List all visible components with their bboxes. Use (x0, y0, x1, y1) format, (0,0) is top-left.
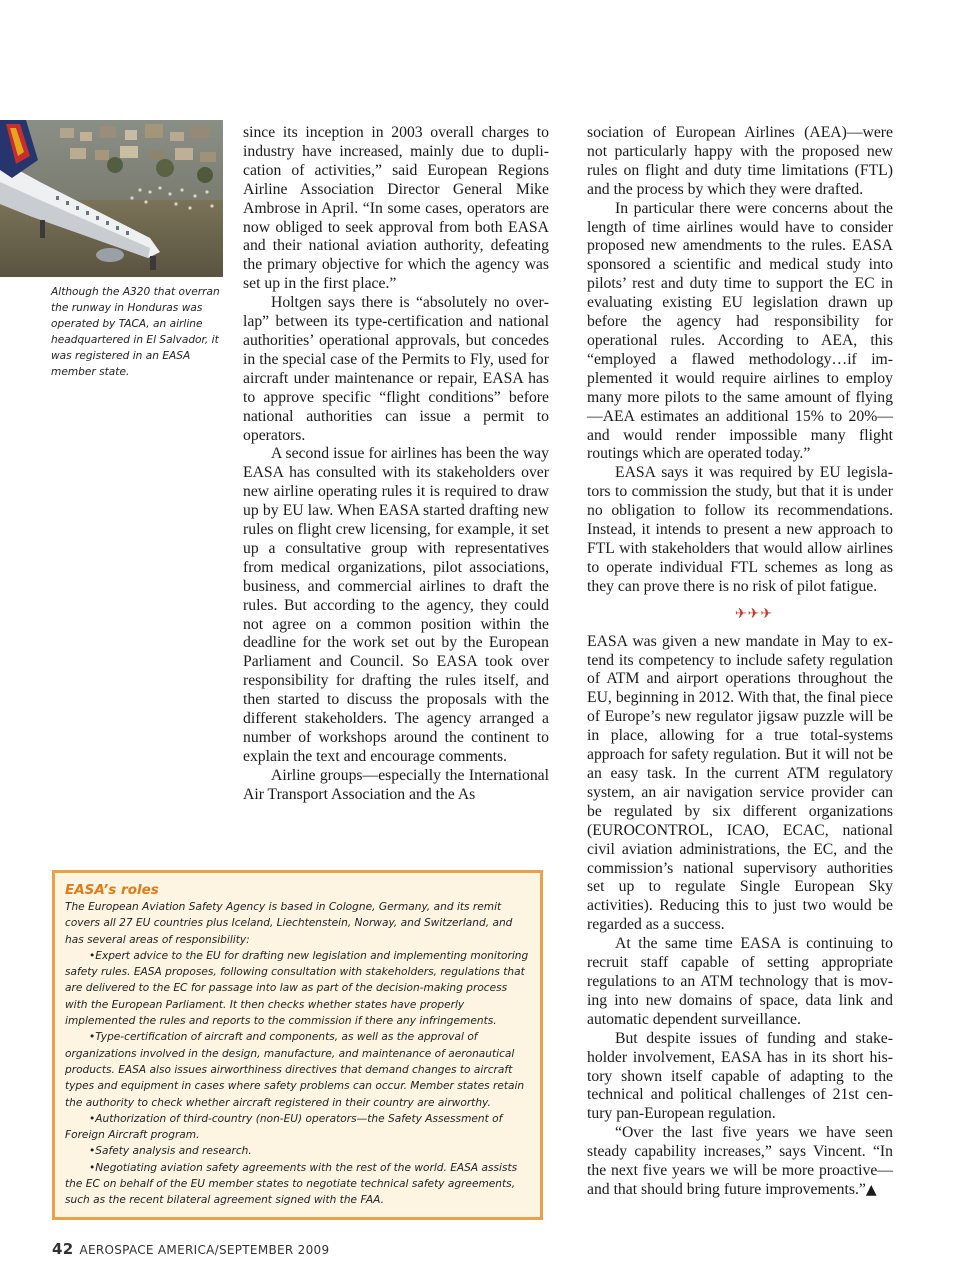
sidebar-bullet: •Safety analysis and research. (89, 1145, 252, 1158)
paragraph: EASA was given a new mandate in May to extend its competency to include safety regulation of ATM and airport operations throughout the EU, beginning in 2012. With that, the final piece of Europe’s new regulator jigsaw puzzle will be in place, allowing for a true total-systems approach for safety regulation. But it will not be an easy task. In the current ATM regulatory system, an air navigation service provider can be regulated by six different organizations (EUROCONTROL, ICAO, ECAC, national civil aviation administrations, the EC, and the commission’s national supervisory authorities set up to regulate Single European Sky activities). Reducing this to just two would be regarded as a success. (587, 632, 893, 934)
sidebar-bullet: •Expert advice to the EU for drafting new legislation and implementing monitoring safety rules. EASA proposes, following consultation with stakeholders, regulations that are delivered to the EC for passage into law as part of the decision-making process with the European Parliament. It then checks whether states have properly implemented the rules and reports to the commission if there any infringements. (65, 949, 529, 1028)
sidebar-bullet: •Negotiating aviation safety agreements with the rest of the world. EASA assists the EC on behalf of the EU member states to negotiate technical safety agreements, such as the recent bilateral agreement signed with the FAA. (65, 1161, 518, 1207)
page-number: 42 (52, 1240, 74, 1258)
plane-crash-illustration (0, 120, 223, 277)
paragraph: But despite issues of funding and stakeholder involvement, EASA has in its short history shown itself capable of adapting to the technical and political challenges of 21st century pan-European regulation. (587, 1029, 893, 1123)
sidebar-title: EASA’s roles (65, 882, 159, 898)
paragraph: In particular there were concerns about the length of time airlines would have to consider proposed new amendments to the rules. EASA sponsored a scientific and medical study into pilots’ rest and duty time to support the EC in evaluating existing EU legislation drawn up before the agency had responsibility for operational rules. According to AEA, this “employed a flawed methodology…if implemented it would require airlines to employ many more pilots to the same amount of flying—AEA estimates an additional 15% to 20%—and would render impossible many flight routings which are operated today.” (587, 199, 893, 463)
paragraph: since its inception in 2003 overall charges to industry have increased, mainly due to duplication of activities,” said European Regions Airline Association Director General Mike Ambrose in April. “In some cases, operators are now obliged to seek approval from both EASA and their national aviation authority, defeating the primary objective for which the agency was set up in the first place.” (243, 124, 549, 293)
sidebar-intro: The European Aviation Safety Agency is based in Cologne, Germany, and its remit covers all 27 EU countries plus Iceland, Liechtenstein, Norway, and Switzerland, and has several areas of responsibility: (65, 901, 513, 946)
paragraph: A second issue for airlines has been the way EASA has consulted with its stakeholders over new airline operating rules it is required to draw up by EU law. When EASA started drafting new rules on flight crew licensing, for example, it set up a consultative group with representatives from medical organizations, pilot associations, business, and commercial airlines to draft the rules. But according to the agency, they could not agree on a common position within the deadline for the work set out by the European Parliament and Council. So EASA took over responsibility for drafting the rules itself, and then started to discuss the proposals with the different stakeholders. The agency arranged a number of workshops around the continent to explain the text and encourage comments. (243, 445, 549, 765)
page-footer (52, 1240, 329, 1258)
publication-info: AEROSPACE AMERICA/SEPTEMBER 2009 (79, 1243, 330, 1257)
sidebar-bullet: •Type-certification of aircraft and components, as well as the approval of organizations involved in the design, manufacture, and maintenance of aeronautical products. EASA also issues airworthiness directives that demand changes to aircraft types and equipment in cases where safety problems can occur. Member states retain the authority to check whether aircraft registered in their country are airworthy. (65, 1031, 525, 1109)
article-column-middle (243, 124, 549, 805)
sidebar-bullet: •Authorization of third-country (non-EU) operators—the Safety Assessment of Foreign Aircraft program. (65, 1112, 503, 1142)
closing-paragraph-text: “Over the last five years we have seen steady capability increases,” says Vincent. “In the next five years we will be more proactive—and that should bring future improvements.” (587, 1124, 893, 1198)
section-divider-plane-icon: ✈✈✈ (734, 606, 774, 622)
plane-crash-photo (0, 120, 223, 277)
paragraph: At the same time EASA is continuing to recruit staff capable of setting appropriate regulations to an ATM technology that is moving into new domains of space, data link and automatic dependent surveillance. (587, 935, 893, 1028)
paragraph (587, 1124, 893, 1200)
paragraph: Holtgen says there is “absolutely no overlap” between its type-certification and national authorities’ operational approvals, but concedes in the special case of the Permits to Fly, used for aircraft under maintenance or repair, EASA has to approve specific “flight conditions” before national authorities can issue a permit to operators. (243, 294, 549, 444)
paragraph: Airline groups—especially the International Air Transport Association and the As (243, 766, 549, 803)
easa-roles-sidebar (52, 870, 543, 1220)
end-mark-icon: ▲ (865, 1181, 877, 1198)
photo-caption: Although the A320 that overran the runway in Honduras was operated by TACA, an airline headquartered in El Salvador, it was registered in an EASA member state. (51, 286, 220, 378)
paragraph: sociation of European Airlines (AEA)—were not particularly happy with the proposed new rules on flight and duty time limitations (FTL) and the process by which they were drafted. (587, 124, 893, 198)
paragraph: EASA says it was required by EU legislators to commission the study, but that it is under no obligation to follow its recommendations. Instead, it intends to present a new approach to FTL with stakeholders that would allow airlines to operate individual FTL schemes as long as they can prove there is no risk of pilot fatigue. (587, 464, 893, 595)
article-column-right (587, 124, 893, 1200)
